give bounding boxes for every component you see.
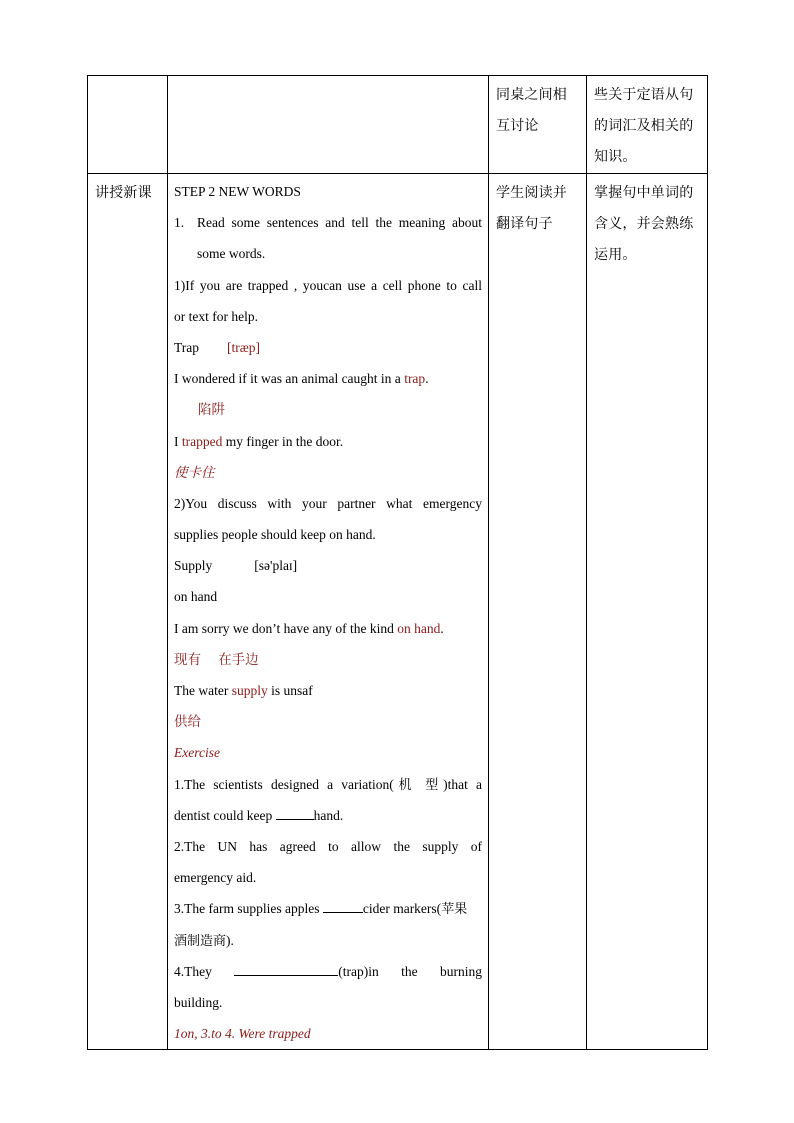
item1-line-a [174,207,482,238]
exercise-1-line-b [174,800,482,831]
step-title: STEP 2 NEW WORDS [174,184,301,199]
stage-cell-empty [88,76,168,174]
onhand-example-pre: I am sorry we don’t have any of the kind [174,620,398,636]
trap-example-2 [174,426,482,457]
onhand-example-keyword: on hand [397,620,441,636]
exercise-4-line-a [174,956,482,987]
goal-cell [587,76,708,174]
supply-meaning-line [174,706,482,737]
trap-meaning-1: 陷阱 [198,402,225,419]
exercise-1-pre: 1.The scientists designed a variation( [174,776,394,792]
supply-example [174,675,482,706]
onhand-example-post: . [440,620,444,636]
exercise-3-line-b [174,925,482,956]
exercise-3-b-post: ). [226,932,234,948]
exercise-1-line-a [174,769,482,800]
exercise-4-mid: (trap)in [338,963,379,979]
supply-example-keyword: supply [231,683,268,698]
trap-meaning-2: 使卡住 [174,464,215,481]
item1-text-a: Read some sentences and tell the meaning about [197,215,482,231]
exercise-2-line-a: 2.The UN has agreed to allow the supply of [174,838,482,854]
exercise-2-line-b: emergency aid. [174,870,257,886]
onhand-meaning-line [174,644,482,675]
exercise-4-pre: 4.They [174,963,212,979]
supply-phonetic: [sə'plaɪ] [254,558,298,574]
exercise-4-word-2: burning [439,963,482,979]
activity-cell [489,174,587,1050]
trap-meaning-1-line [174,394,482,425]
content-cell [168,174,489,1050]
supply-meaning: 供给 [174,714,201,731]
answer-blank[interactable] [323,900,363,913]
trap-example-2-post: my finger in the door. [222,433,344,449]
exercise-1-b-post: hand. [313,807,344,823]
activity-text: 同桌之间相互讨论 [496,87,567,134]
answer-blank[interactable] [234,963,338,976]
stage-text: 讲授新课 [95,185,152,201]
exercise-1-cn: 机 型 [393,777,444,793]
onhand-entry: on hand [174,589,218,605]
table-row [88,76,708,174]
item1-number: 1. [174,215,185,231]
trap-example-1-keyword: trap [404,371,426,387]
trap-example-1-pre: I wondered if it was an animal caught in a [174,371,405,387]
onhand-example [174,613,482,644]
item1-line-b: some words. [197,246,266,262]
exercise-3-cn-b: 酒制造商 [174,933,227,949]
supply-entry [174,550,482,581]
exercise-3-post: cider markers( [362,901,442,917]
exercise-4-blank-group [234,956,378,987]
supply-word: Supply [174,558,213,574]
exercise-4-line-b: building. [174,994,223,1010]
exercise-3-pre: 3.The farm supplies apples [174,901,323,917]
goal-text: 些关于定语从句的词汇及相关的知识。 [594,87,694,165]
trap-meaning-2-line [174,457,482,488]
sentence1-line-b: or text for help. [174,308,258,324]
trap-example-1-post: . [425,371,429,387]
trap-example-2-keyword: trapped [181,433,223,449]
supply-example-pre: The water [174,683,232,698]
goal-text: 掌握句中单词的含义，并会熟练运用。 [594,185,694,263]
exercise-1-b-pre: dentist could keep [174,807,276,823]
exercise-3-cn-a: 苹果 [441,902,468,918]
answer-key: 1on, 3.to 4. Were trapped [174,1026,311,1042]
trap-example-1 [174,363,482,394]
lesson-content [168,174,488,1049]
answer-blank[interactable] [276,807,314,820]
goal-cell [587,174,708,1050]
activity-text: 学生阅读并翻译句子 [496,185,567,232]
sentence1-line-a: 1)If you are trapped , youcan use a cell phone to call [174,277,482,293]
sentence2-line-a: 2)You discuss with your partner what emergency [174,495,482,511]
exercise-3-line-a [174,893,482,924]
trap-word: Trap [174,339,200,355]
trap-example-2-pre: I [174,433,182,449]
supply-example-post: is unsaf [267,683,313,698]
trap-phonetic: [træp] [227,339,261,355]
sentence2-line-b: supplies people should keep on hand. [174,527,376,543]
stage-cell [88,174,168,1050]
content-cell-empty [168,76,489,174]
lesson-plan-table [87,75,708,1050]
exercise-4-word-1: the [401,963,418,979]
trap-entry [174,332,482,363]
exercise-1-post: )that a [443,776,482,792]
table-row [88,174,708,1050]
onhand-meaning: 现有 在手边 [174,651,259,668]
exercise-title: Exercise [174,745,220,761]
activity-cell [489,76,587,174]
